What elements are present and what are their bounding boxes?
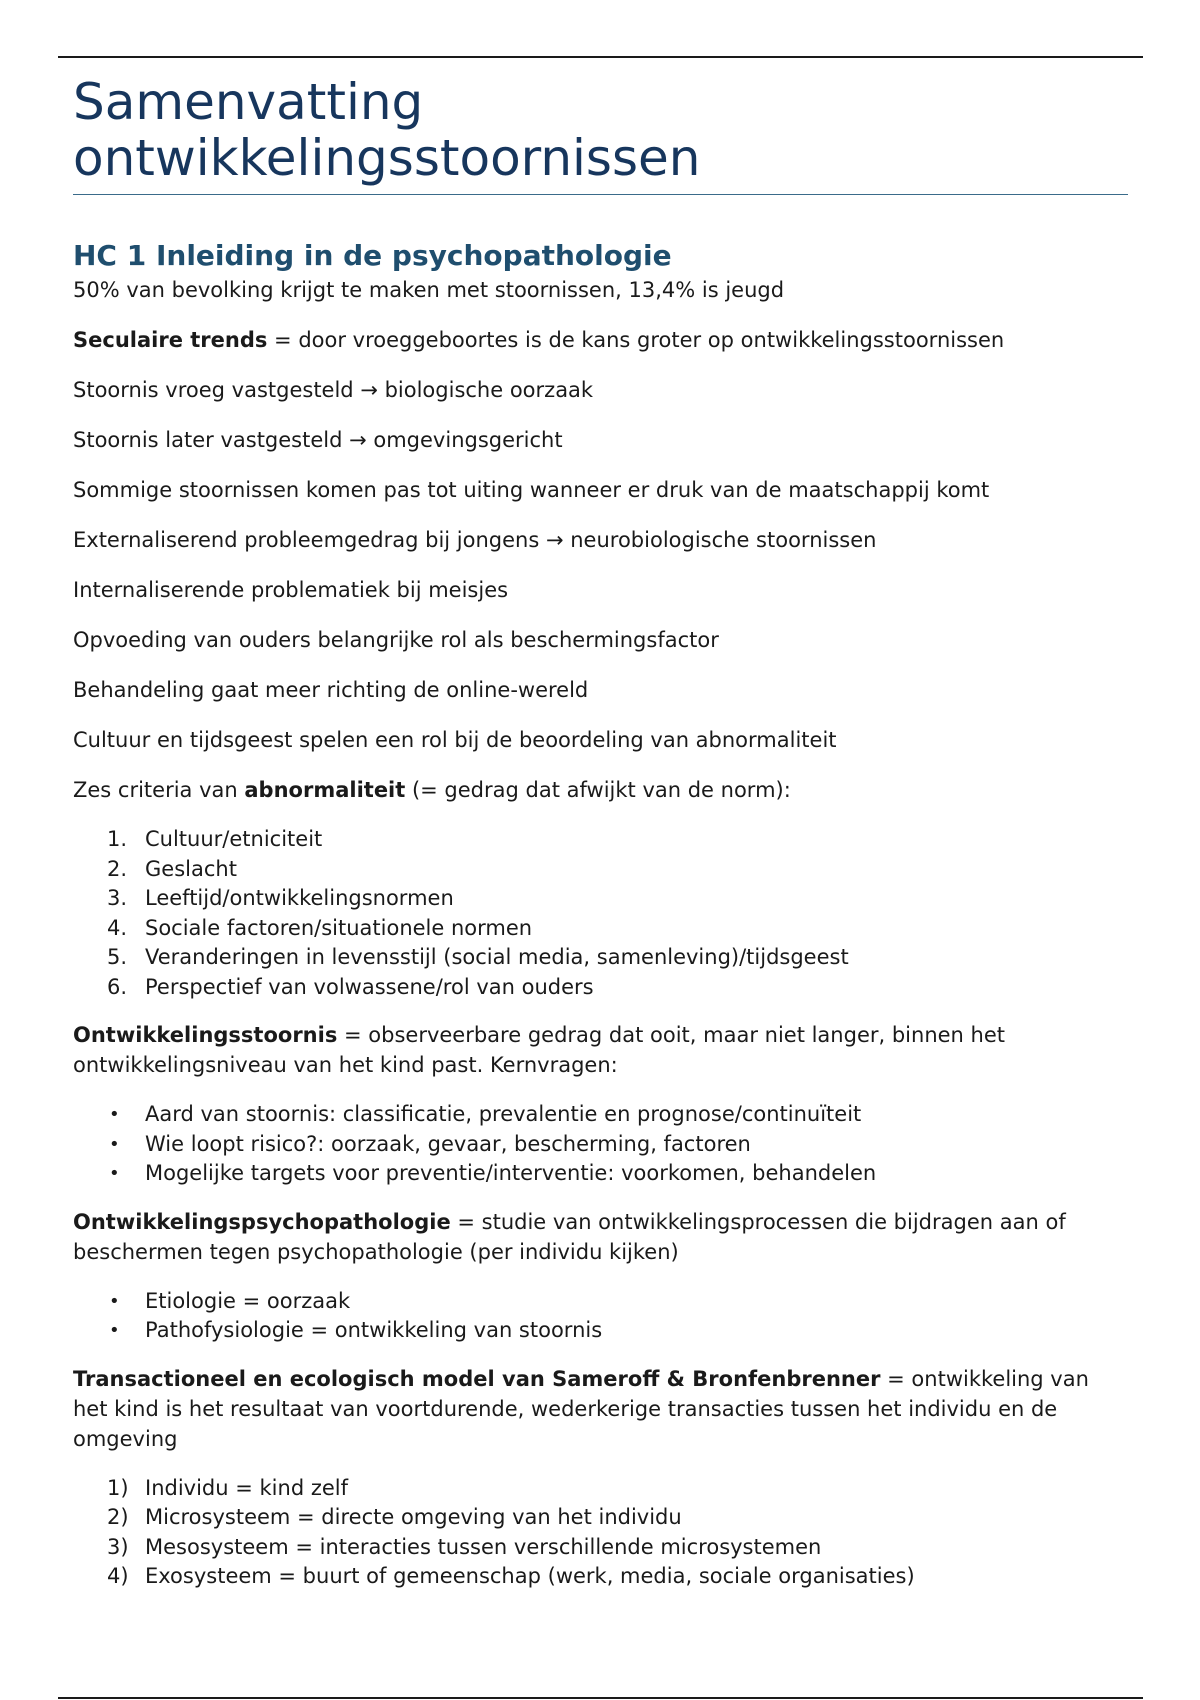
list-item: 5. Veranderingen in levensstijl (social media, samenleving)/tijdsgeest	[107, 945, 849, 969]
list-item: 4. Sociale factoren/situationele normen	[107, 915, 533, 940]
paragraph-line: Sommige stoornissen komen pas tot uiting wanneer er druk van de maatschappij komt	[73, 478, 990, 502]
model-list	[73, 1474, 1128, 1592]
list-item: 2) Microsysteem = directe omgeving van het individu	[107, 1505, 682, 1529]
psychopathologie-list	[73, 1287, 1128, 1346]
list-item: • Wie loopt risico?: oorzaak, gevaar, bescherming, factoren	[109, 1131, 751, 1156]
list-item: • Pathofysiologie = ontwikkeling van stoornis	[109, 1318, 603, 1342]
section-heading: HC 1 Inleiding in de psychopathologie	[73, 239, 672, 272]
document-page	[73, 74, 1128, 1610]
list-item: 2. Geslacht	[107, 856, 237, 881]
document-title	[73, 74, 1128, 194]
title-underline	[73, 194, 1128, 195]
page-bottom-rule	[58, 1697, 1143, 1699]
seculaire-trends-paragraph	[73, 325, 1128, 355]
list-item: • Mogelijke targets voor preventie/interventie: voorkomen, behandelen	[109, 1161, 877, 1185]
ontwikkelingsstoornis-paragraph: Ontwikkelingsstoornis = observeerbare gedrag dat ooit, maar niet langer, binnen het ontwikkelingsniveau van het kind past. Kernvragen:	[73, 1023, 1006, 1077]
paragraph-line: Internaliserende problematiek bij meisjes	[73, 578, 509, 602]
list-item: 6. Perspectief van volwassene/rol van ouders	[107, 974, 594, 999]
list-item: 3) Mesosysteem = interacties tussen verschillende microsystemen	[107, 1534, 822, 1559]
list-item: • Etiologie = oorzaak	[109, 1288, 351, 1313]
list-item: 4) Exosysteem = buurt of gemeenschap (werk, media, sociale organisaties)	[107, 1564, 915, 1588]
list-item: • Aard van stoornis: classificatie, prevalentie en prognose/continuïteit	[109, 1102, 862, 1126]
title-line-1: Samenvatting	[73, 73, 424, 131]
list-item: 1. Cultuur/etniciteit	[107, 827, 323, 851]
abnormaliteit-term: abnormaliteit	[244, 778, 406, 802]
seculaire-trends-term: Seculaire trends	[73, 328, 268, 352]
list-item: 1) Individu = kind zelf	[107, 1475, 348, 1500]
kernvragen-list	[73, 1100, 1128, 1189]
criteria-intro: Zes criteria van abnormaliteit (= gedrag dat afwijkt van de norm):	[73, 778, 791, 802]
page-top-rule	[58, 56, 1143, 58]
ontwikkelingsstoornis-term: Ontwikkelingsstoornis	[73, 1023, 338, 1047]
paragraph-line: Opvoeding van ouders belangrijke rol als beschermingsfactor	[73, 628, 719, 652]
paragraph-line: Externaliserend probleemgedrag bij jongens → neurobiologische stoornissen	[73, 528, 877, 552]
paragraph-line: Cultuur en tijdsgeest spelen een rol bij de beoordeling van abnormaliteit	[73, 728, 837, 752]
criteria-list	[73, 825, 1128, 1002]
title-line-2: ontwikkelingsstoornissen	[73, 129, 701, 187]
intro-paragraph: 50% van bevolking krijgt te maken met stoornissen, 13,4% is jeugd	[73, 278, 785, 302]
model-term: Transactioneel en ecologisch model van Sameroff & Bronfenbrenner	[73, 1366, 881, 1391]
seculaire-trends-definition: = door vroeggeboortes is de kans groter op ontwikkelingsstoornissen	[267, 328, 1005, 352]
ontwikkelingspsychopathologie-paragraph: Ontwikkelingspsychopathologie = studie van ontwikkelingsprocessen die bijdragen aan of beschermen tegen psychopathologie (per individu kijken)	[73, 1209, 1066, 1264]
paragraph-line: Stoornis vroeg vastgesteld → biologische oorzaak	[73, 378, 594, 402]
paragraph-line: Behandeling gaat meer richting de online-wereld	[73, 678, 589, 702]
ontwikkelingspsychopathologie-term: Ontwikkelingspsychopathologie	[73, 1209, 451, 1234]
paragraph-line: Stoornis later vastgesteld → omgevingsgericht	[73, 428, 563, 452]
list-item: 3. Leeftijd/ontwikkelingsnormen	[107, 886, 454, 910]
model-paragraph: Transactioneel en ecologisch model van Sameroff & Bronfenbrenner = ontwikkeling van het kind is het resultaat van voortdurende, wederkerige transacties tussen het individu en de omgeving	[73, 1366, 1089, 1451]
